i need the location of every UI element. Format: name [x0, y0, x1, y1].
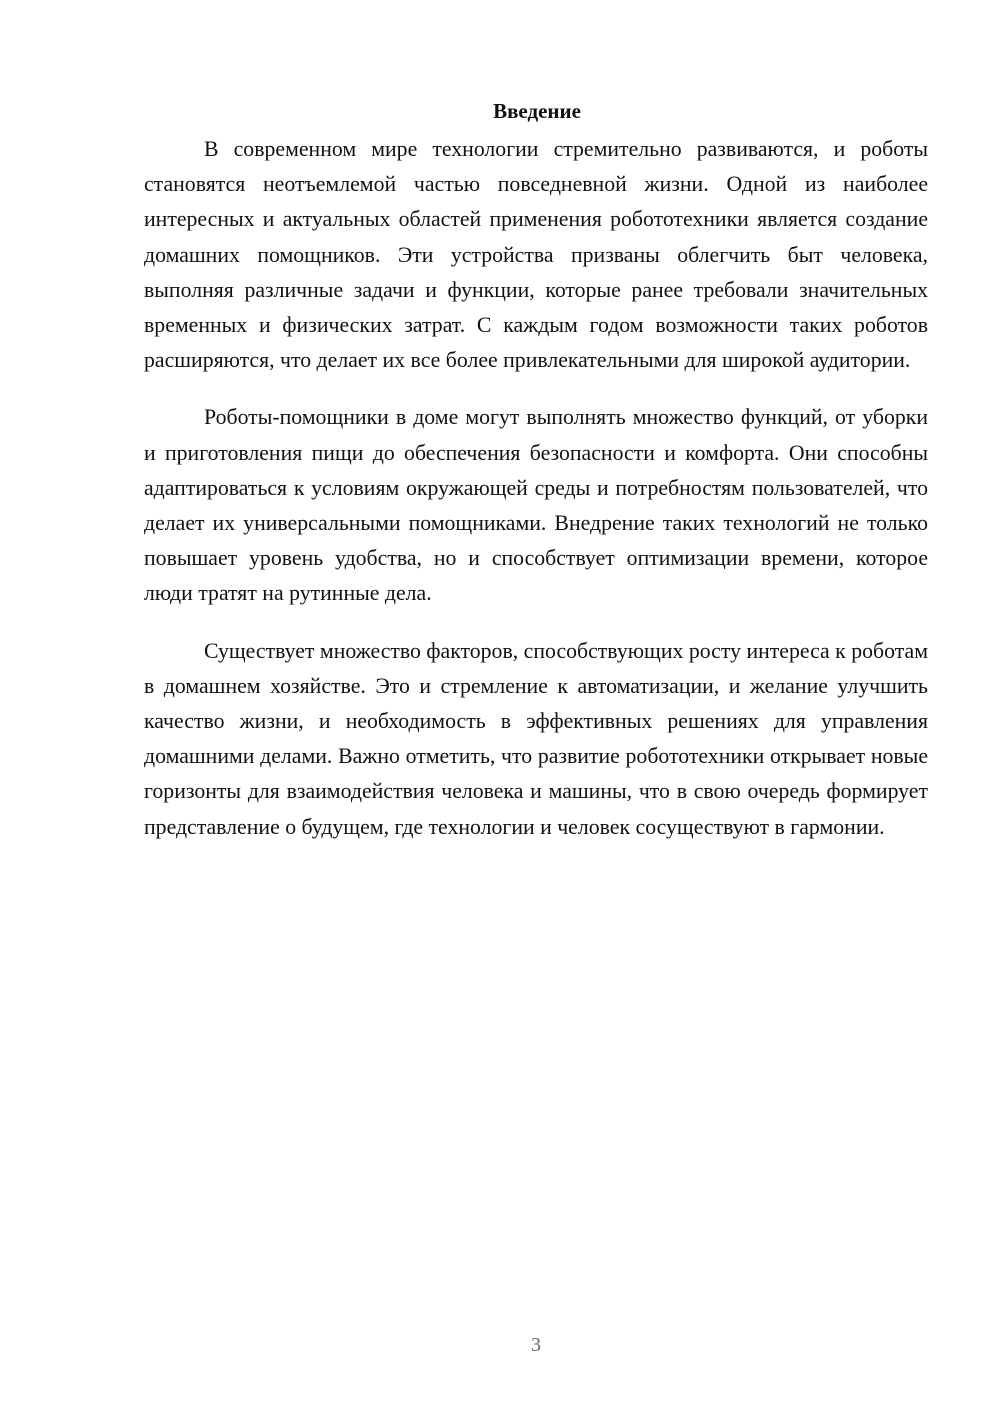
- paragraph-1: В современном мире технологии стремительно развиваются, и роботы становятся неотъемлемой частью повседневной жизни. Одной из наиболее интересных и актуальных областей применения робототехники является создание домашних помощников. Эти устройства призваны облегчить быт человека, выполняя различные задачи и функции, которые ранее требовали значительных временных и физических затрат. С каждым годом возможности таких роботов расширяются, что делает их все более привлекательными для широкой аудитории.: [144, 137, 928, 373]
- paragraph-3: Существует множество факторов, способствующих росту интереса к роботам в домашнем хозяйстве. Это и стремление к автоматизации, и желание улучшить качество жизни, и необходимость в эффективных решениях для управления домашними делами. Важно отметить, что развитие робототехники открывает новые горизонты для взаимодействия человека и машины, что в свою очередь формирует представление о будущем, где технологии и человек сосуществуют в гармонии.: [144, 638, 928, 839]
- paragraph-2: Роботы-помощники в доме могут выполнять множество функций, от уборки и приготовления пищи до обеспечения безопасности и комфорта. Они способны адаптироваться к условиям окружающей среды и потребностям пользователей, что делает их универсальными помощниками. Внедрение таких технологий не только повышает уровень удобства, но и способствует оптимизации времени, которое люди тратят на рутинные дела.: [144, 405, 928, 606]
- section-heading: Введение: [493, 99, 581, 123]
- page-number: 3: [531, 1334, 541, 1356]
- page-content: [144, 96, 928, 867]
